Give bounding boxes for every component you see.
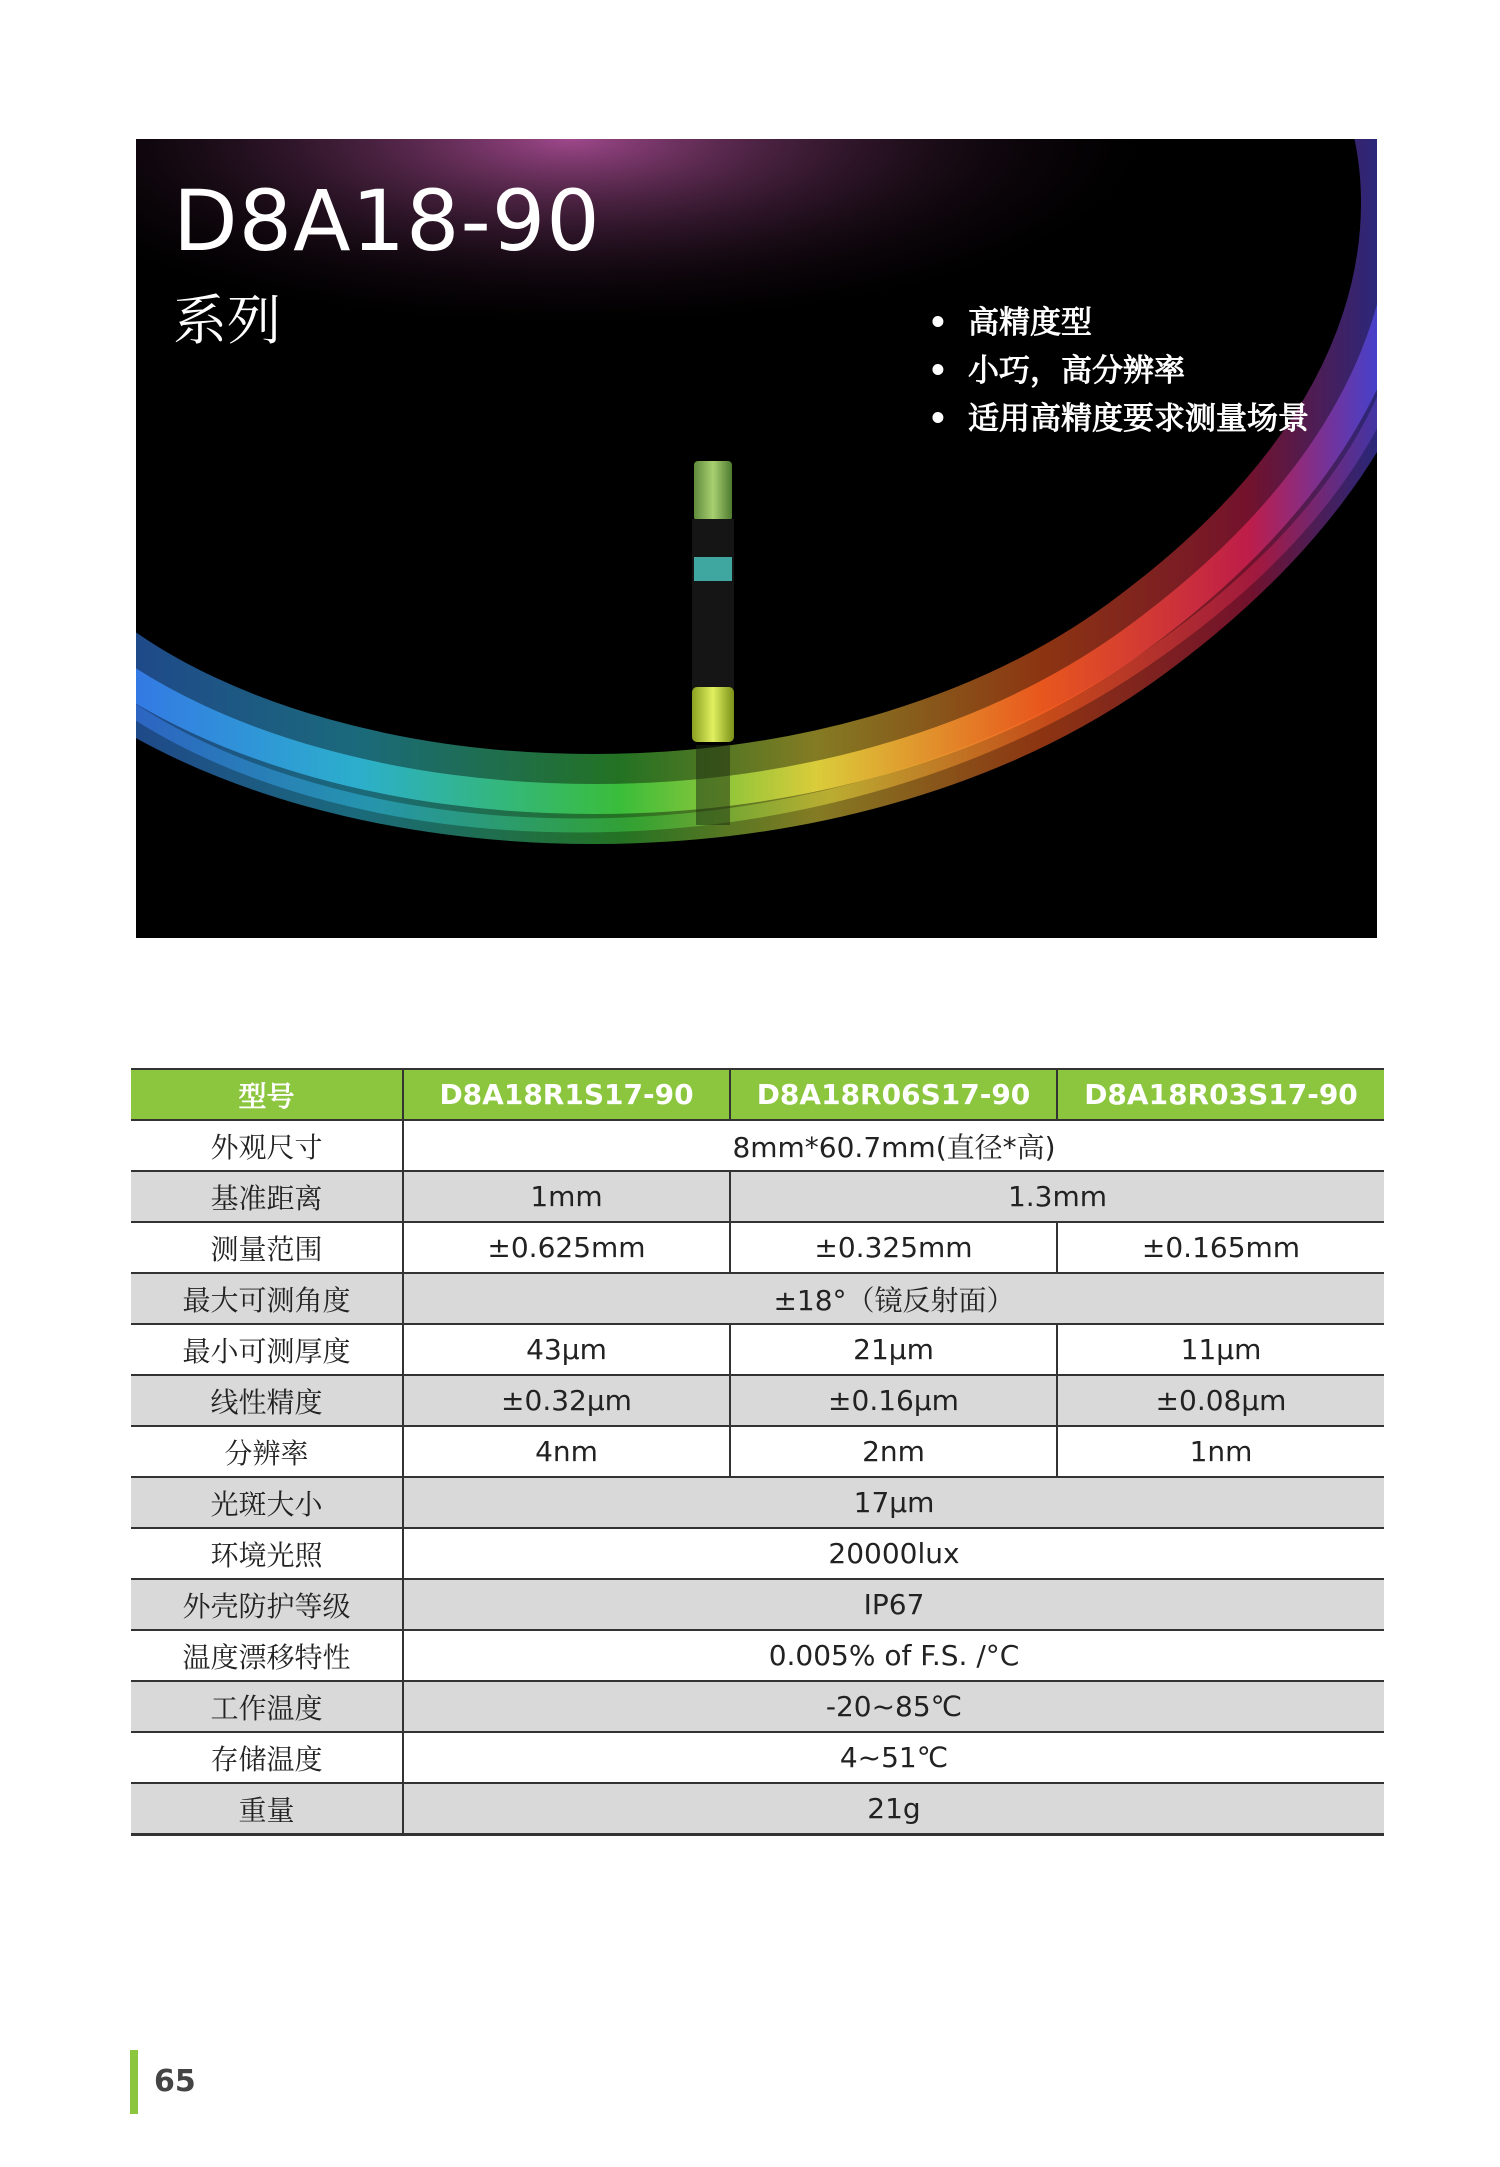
row-value: IP67 bbox=[403, 1579, 1384, 1630]
table-row bbox=[131, 1579, 1384, 1630]
bullet-icon: • bbox=[928, 401, 948, 437]
header-model-2: D8A18R06S17-90 bbox=[730, 1069, 1057, 1120]
row-label: 线性精度 bbox=[131, 1375, 403, 1426]
row-value: 4~51℃ bbox=[403, 1732, 1384, 1783]
row-label: 最小可测厚度 bbox=[131, 1324, 403, 1375]
hero-banner bbox=[136, 139, 1377, 938]
row-value: 21μm bbox=[730, 1324, 1057, 1375]
row-value: 0.005% of F.S. /°C bbox=[403, 1630, 1384, 1681]
row-value: -20~85℃ bbox=[403, 1681, 1384, 1732]
row-value: 2nm bbox=[730, 1426, 1057, 1477]
row-label: 外观尺寸 bbox=[131, 1120, 403, 1171]
table-row bbox=[131, 1732, 1384, 1783]
bullet-icon: • bbox=[928, 353, 948, 389]
table-row bbox=[131, 1222, 1384, 1273]
row-value: 20000lux bbox=[403, 1528, 1384, 1579]
row-label: 基准距离 bbox=[131, 1171, 403, 1222]
table-row bbox=[131, 1783, 1384, 1835]
row-value: 21g bbox=[403, 1783, 1384, 1835]
sensor-product-image bbox=[692, 461, 734, 825]
table-row bbox=[131, 1273, 1384, 1324]
feature-item bbox=[928, 395, 1309, 443]
feature-text: 适用高精度要求测量场景 bbox=[968, 401, 1309, 437]
row-value: 11μm bbox=[1057, 1324, 1384, 1375]
page-number-accent-bar bbox=[130, 2050, 138, 2114]
feature-list bbox=[928, 299, 1309, 443]
page-number: 65 bbox=[154, 2064, 196, 2099]
row-label: 重量 bbox=[131, 1783, 403, 1835]
table-row bbox=[131, 1477, 1384, 1528]
feature-item bbox=[928, 347, 1309, 395]
bullet-icon: • bbox=[928, 305, 948, 341]
row-value: 8mm*60.7mm(直径*高) bbox=[403, 1120, 1384, 1171]
product-title: D8A18-90 bbox=[173, 172, 601, 270]
row-label: 分辨率 bbox=[131, 1426, 403, 1477]
table-row bbox=[131, 1171, 1384, 1222]
row-value: 43μm bbox=[403, 1324, 730, 1375]
row-value: ±0.165mm bbox=[1057, 1222, 1384, 1273]
row-label: 光斑大小 bbox=[131, 1477, 403, 1528]
row-value: 4nm bbox=[403, 1426, 730, 1477]
row-value: ±0.16μm bbox=[730, 1375, 1057, 1426]
table-row bbox=[131, 1426, 1384, 1477]
row-value: 1nm bbox=[1057, 1426, 1384, 1477]
spec-table-body bbox=[131, 1120, 1384, 1835]
row-value: ±0.325mm bbox=[730, 1222, 1057, 1273]
row-value: ±0.625mm bbox=[403, 1222, 730, 1273]
row-label: 环境光照 bbox=[131, 1528, 403, 1579]
header-model-3: D8A18R03S17-90 bbox=[1057, 1069, 1384, 1120]
row-value: ±0.32μm bbox=[403, 1375, 730, 1426]
spec-table bbox=[131, 1068, 1384, 1836]
table-row bbox=[131, 1120, 1384, 1171]
row-label: 存储温度 bbox=[131, 1732, 403, 1783]
feature-text: 高精度型 bbox=[968, 305, 1092, 341]
row-value: 1mm bbox=[403, 1171, 730, 1222]
feature-text: 小巧，高分辨率 bbox=[968, 353, 1185, 389]
header-model-label: 型号 bbox=[131, 1069, 403, 1120]
table-row bbox=[131, 1681, 1384, 1732]
row-label: 测量范围 bbox=[131, 1222, 403, 1273]
header-model-1: D8A18R1S17-90 bbox=[403, 1069, 730, 1120]
feature-item bbox=[928, 299, 1309, 347]
row-label: 温度漂移特性 bbox=[131, 1630, 403, 1681]
row-value: ±18°（镜反射面） bbox=[403, 1273, 1384, 1324]
row-value: 17μm bbox=[403, 1477, 1384, 1528]
row-label: 最大可测角度 bbox=[131, 1273, 403, 1324]
product-subtitle: 系列 bbox=[173, 289, 281, 352]
row-value: ±0.08μm bbox=[1057, 1375, 1384, 1426]
table-row bbox=[131, 1528, 1384, 1579]
table-row bbox=[131, 1375, 1384, 1426]
table-row bbox=[131, 1324, 1384, 1375]
row-label: 工作温度 bbox=[131, 1681, 403, 1732]
table-row bbox=[131, 1630, 1384, 1681]
row-label: 外壳防护等级 bbox=[131, 1579, 403, 1630]
row-value: 1.3mm bbox=[730, 1171, 1384, 1222]
table-header-row bbox=[131, 1069, 1384, 1120]
